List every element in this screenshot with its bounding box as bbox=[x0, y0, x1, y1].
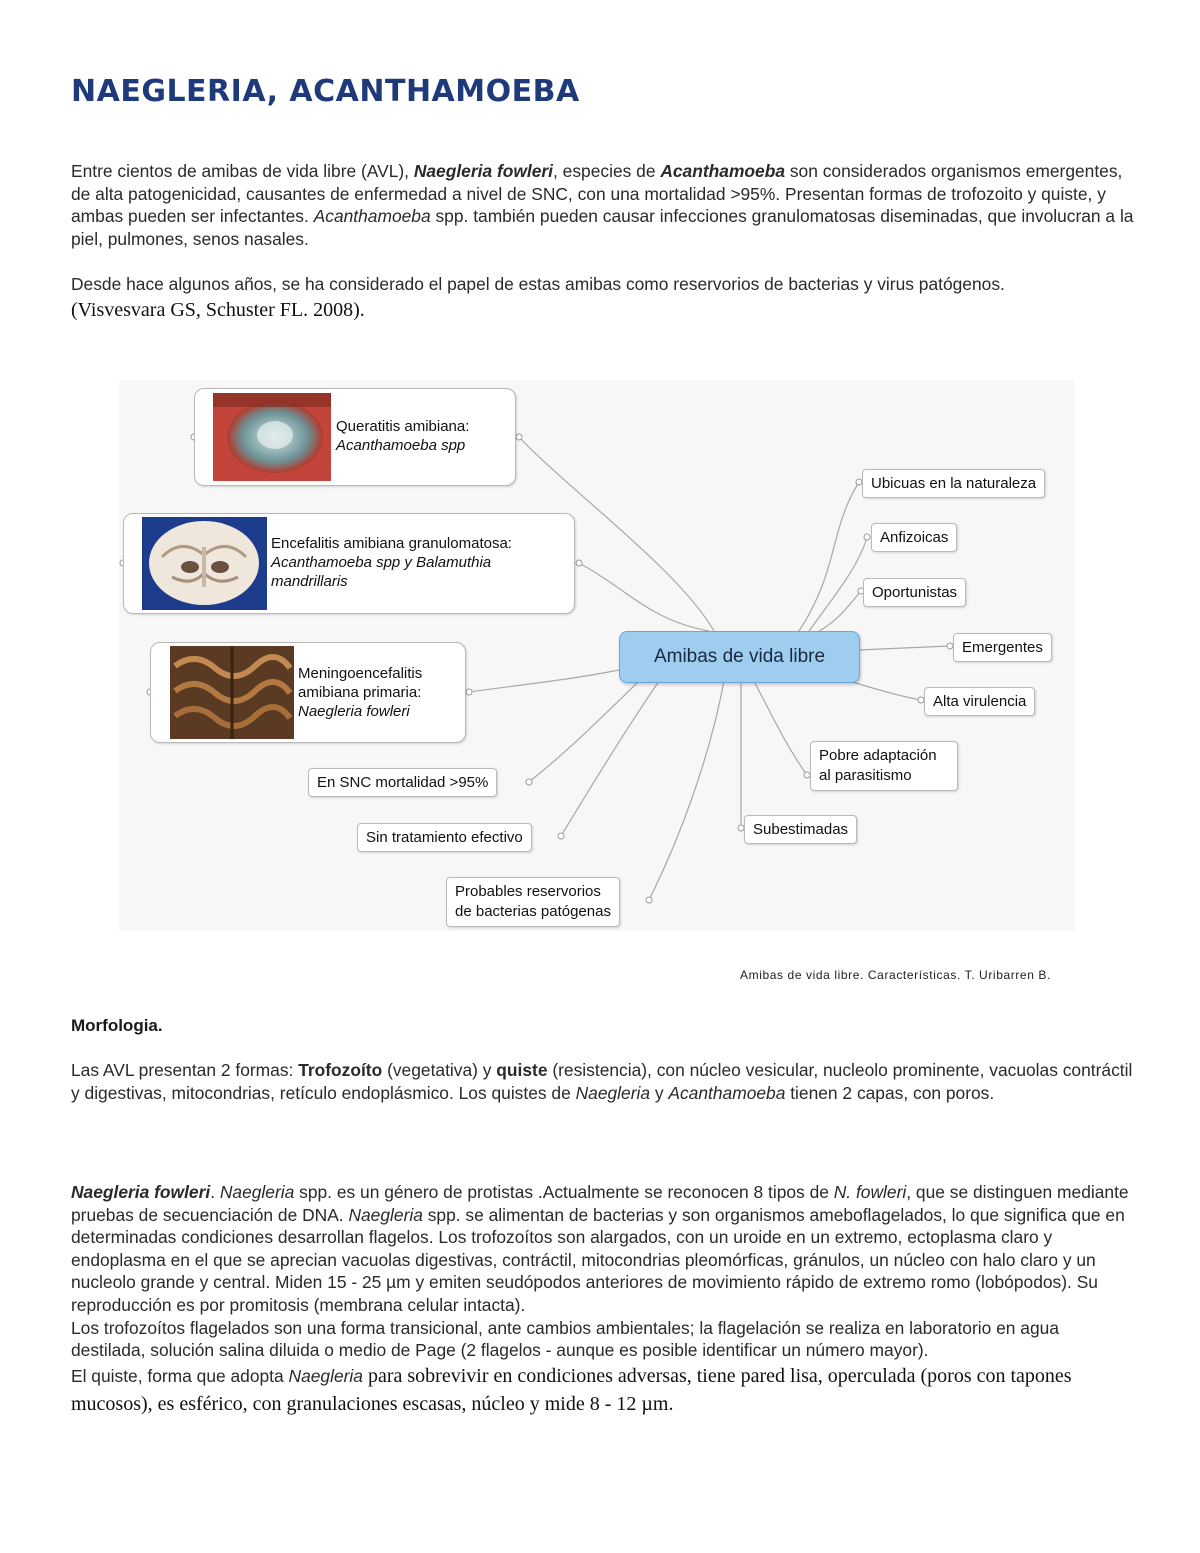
node-anfizoicas: Anfizoicas bbox=[871, 523, 957, 552]
page-title: NAEGLERIA, ACANTHAMOEBA bbox=[71, 74, 580, 109]
node-sin-tratamiento: Sin tratamiento efectivo bbox=[357, 823, 532, 852]
node-emergentes: Emergentes bbox=[953, 633, 1052, 662]
section-heading-morfologia: Morfologia. bbox=[71, 1016, 163, 1035]
morfologia-paragraph: Las AVL presentan 2 formas: Trofozoíto (vegetativa) y quiste (resistencia), con núcleo vesicular, nucleolo prominente, vacuolas contráctil y digestivas, mitocondrias, retículo endoplásmico. Los quistes de Naegleria y Acanthamoeba tienen 2 capas, con poros. bbox=[71, 1060, 1133, 1103]
node-meningoencefalitis bbox=[150, 642, 466, 743]
brain-image bbox=[170, 646, 294, 739]
naegleria-flagelados: Los trofozoítos flagelados son una forma transicional, ante cambios ambientales; la flagelación se realiza en laboratorio en agua destilada, solución salina diluida o medio de Page (2 flagelos - aunque es posible identificar un número mayor). bbox=[71, 1317, 1059, 1361]
mind-map-diagram bbox=[119, 380, 1074, 931]
node-snc-mortalidad: En SNC mortalidad >95% bbox=[308, 768, 497, 797]
node-pobre-adaptacion: Pobre adaptación al parasitismo bbox=[810, 741, 958, 791]
meningo-label-1: Meningoencefalitis bbox=[298, 665, 423, 682]
center-node: Amibas de vida libre bbox=[619, 631, 860, 683]
meningo-organism: Naegleria fowleri bbox=[298, 703, 410, 720]
node-ubicuas: Ubicuas en la naturaleza bbox=[862, 469, 1045, 498]
eye-image bbox=[213, 393, 331, 481]
intro-paragraph-2: Desde hace algunos años, se ha considerado el papel de estas amibas como reservorios de bacterias y virus patógenos. (Visvesvara GS, Schuster FL. 2008). bbox=[71, 274, 1005, 321]
figure-caption: Amibas de vida libre. Características. T. Uribarren B. bbox=[740, 968, 1051, 982]
queratitis-organism: Acanthamoeba spp bbox=[336, 437, 466, 454]
node-queratitis bbox=[194, 388, 516, 486]
node-reservorios: Probables reservorios de bacterias patógenas bbox=[446, 877, 620, 927]
node-alta-virulencia: Alta virulencia bbox=[924, 687, 1035, 716]
encefalitis-organism-2: mandrillaris bbox=[271, 573, 348, 590]
meningo-label-2: amibiana primaria: bbox=[298, 684, 422, 701]
node-subestimadas: Subestimadas bbox=[744, 815, 857, 844]
naegleria-quiste: para sobrevivir en condiciones adversas, tiene pared lisa, operculada (poros con tapones mucosos), es esférico, con granulaciones escasas, núcleo y mide 8 - 12 µm. bbox=[71, 1364, 1072, 1415]
node-encefalitis bbox=[123, 513, 575, 614]
encefalitis-label: Encefalitis amibiana granulomatosa: bbox=[271, 535, 512, 552]
encefalitis-organism-1: Acanthamoeba spp y Balamuthia bbox=[271, 554, 492, 571]
node-oportunistas: Oportunistas bbox=[863, 578, 966, 607]
queratitis-label: Queratitis amibiana: bbox=[336, 418, 470, 435]
citation: (Visvesvara GS, Schuster FL. 2008). bbox=[71, 298, 365, 321]
naegleria-paragraph: Naegleria fowleri. Naegleria spp. es un género de protistas .Actualmente se reconocen 8 tipos de N. fowleri, que se distinguen mediante pruebas de secuenciación de DNA. Naegleria spp. se alimentan de bacterias y son organismos ameboflagelados, lo que significa que en determinadas condiciones desarrollan flagelos. Los trofozoítos son alargados, con un uroide en un extremo, ectoplasma claro y endoplasma en el que se aprecian vacuolas digestivas, contráctil, mitocondrias pleomórficas, gránulos, un núcleo con halo claro y un nucleolo grande y central. Miden 15 - 25 µm y emiten seudópodos anteriores de movimiento rápido de extremo romo (lobópodos). Su reproducción es por promitosis (membrana celular intacta). Los trofozoítos flagelados son una forma transicional, ante cambios ambientales; la flagelación se realiza en laboratorio en agua destilada, solución salina diluida o medio de Page (2 flagelos - aunque es posible identificar un número mayor). El quiste, forma que adopta Naegleria para sobrevivir en condiciones adversas, tiene pared lisa, operculada (poros con tapones mucosos), es esférico, con granulaciones escasas, núcleo y mide 8 - 12 µm. bbox=[71, 1182, 1129, 1415]
intro-paragraph-1: Entre cientos de amibas de vida libre (AVL), Naegleria fowleri, especies de Acanthamoeba son considerados organismos emergentes, de alta patogenicidad, causantes de enfermedad a nivel de SNC, con una mortalidad >95%. Presentan formas de trofozoito y quiste, y ambas pueden ser infectantes. Acanthamoeba spp. también pueden causar infecciones granulomatosas diseminadas, que involucran a la piel, pulmones, senos nasales. bbox=[71, 161, 1134, 249]
brain-section-image bbox=[142, 517, 267, 610]
